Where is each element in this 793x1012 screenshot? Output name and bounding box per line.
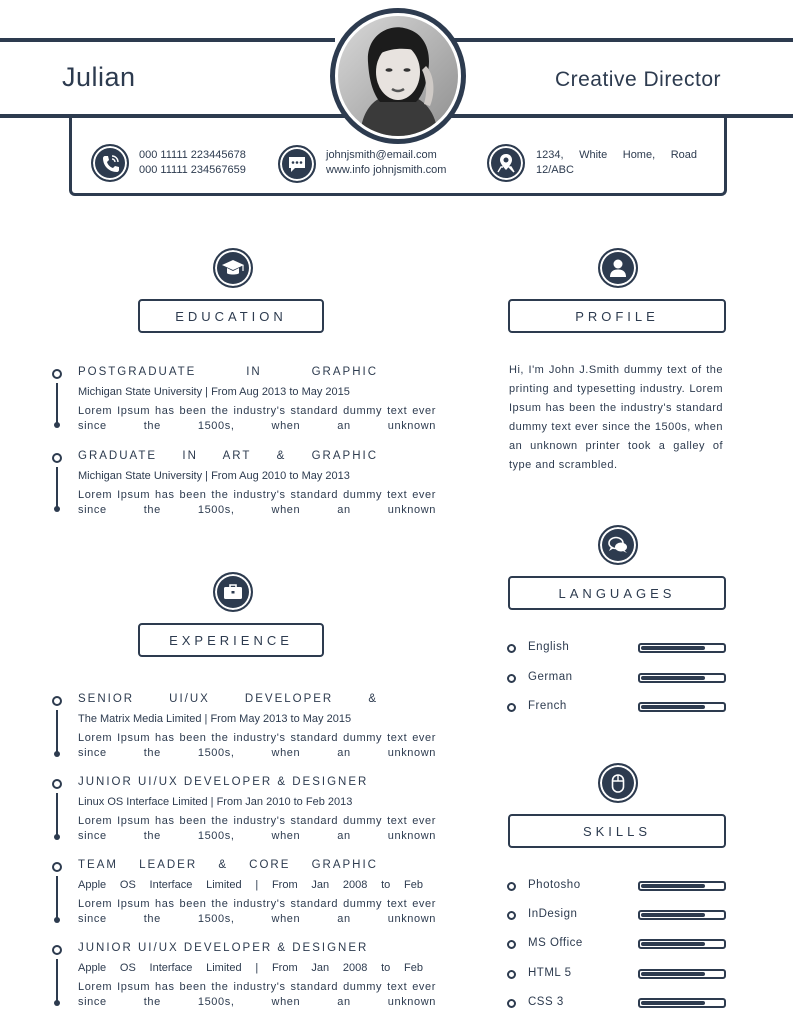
timeline-dot: [52, 779, 62, 789]
education-heading: EDUCATION: [138, 299, 324, 333]
timeline-line: [56, 710, 58, 752]
bullet-dot: [507, 703, 516, 712]
experience-description: Lorem Ipsum has been the industry's standard dummy text ever since the 1500s, when an unknown: [78, 815, 436, 842]
timeline-end: [54, 422, 60, 428]
bullet-dot: [507, 911, 516, 920]
education-detail: Michigan State University | From Aug 2013 to May 2015: [78, 386, 350, 398]
skill-name: Photosho: [528, 879, 581, 891]
phone-2: 000 11111 234567659: [139, 164, 246, 176]
timeline-dot: [52, 369, 62, 379]
experience-detail: Linux OS Interface Limited | From Jan 2010 to Feb 2013: [78, 796, 353, 808]
skills-heading: SKILLS: [508, 814, 726, 848]
bullet-dot: [507, 674, 516, 683]
skill-name: InDesign: [528, 908, 578, 920]
skill-bar: [638, 998, 726, 1008]
language-item: [505, 700, 727, 716]
experience-description: Lorem Ipsum has been the industry's standard dummy text ever since the 1500s, when an unknown: [78, 981, 436, 1008]
timeline-dot: [52, 453, 62, 463]
skill-name: MS Office: [528, 937, 583, 949]
mouse-icon: [598, 763, 638, 803]
education-degree: POSTGRADUATE IN GRAPHIC: [78, 366, 378, 378]
language-bar: [638, 643, 726, 653]
language-bar: [638, 673, 726, 683]
timeline-end: [54, 751, 60, 757]
education-degree: GRADUATE IN ART & GRAPHIC: [78, 450, 378, 462]
header-line-top-right: [452, 38, 793, 42]
language-item: [505, 641, 727, 657]
experience-heading: EXPERIENCE: [138, 623, 324, 657]
timeline-dot: [52, 862, 62, 872]
skill-bar: [638, 939, 726, 949]
phone-icon: [91, 144, 129, 182]
education-detail: Michigan State University | From Aug 2010 to May 2013: [78, 470, 350, 482]
job-title: Creative Director: [554, 68, 721, 91]
skill-bar: [638, 881, 726, 891]
skill-name: CSS 3: [528, 996, 564, 1008]
timeline-end: [54, 1000, 60, 1006]
skill-bar-fill: [641, 884, 705, 888]
experience-entry: [50, 776, 438, 842]
skill-item: [505, 908, 727, 924]
languages-heading: LANGUAGES: [508, 576, 726, 610]
timeline-end: [54, 917, 60, 923]
online-contact: [326, 148, 446, 178]
skill-item: [505, 937, 727, 953]
header-line-top-left: [0, 38, 335, 42]
phone-numbers: [139, 148, 246, 178]
language-item: [505, 671, 727, 687]
bullet-dot: [507, 882, 516, 891]
language-bar-fill: [641, 705, 705, 709]
experience-description: Lorem Ipsum has been the industry's standard dummy text ever since the 1500s, when an unknown: [78, 898, 436, 925]
education-entry: [50, 366, 438, 432]
phone-1: 000 11111 223445678: [139, 149, 246, 161]
skill-bar-fill: [641, 942, 705, 946]
resume-name: Julian: [62, 62, 136, 92]
language-name: French: [528, 700, 567, 712]
profile-heading: PROFILE: [508, 299, 726, 333]
address-text: 1234, White Home, Road 12/ABC: [536, 149, 697, 176]
skill-bar-fill: [641, 1001, 705, 1005]
experience-description: Lorem Ipsum has been the industry's standard dummy text ever since the 1500s, when an unknown: [78, 732, 436, 759]
chat-icon: [278, 145, 316, 183]
briefcase-icon: [213, 572, 253, 612]
education-description: Lorem Ipsum has been the industry's standard dummy text ever since the 1500s, when an unknown: [78, 405, 436, 432]
bullet-dot: [507, 940, 516, 949]
experience-detail: Apple OS Interface Limited | From Jan 2008 to Feb: [78, 879, 423, 891]
experience-entry: [50, 942, 438, 1008]
experience-detail: Apple OS Interface Limited | From Jan 2008 to Feb: [78, 962, 423, 974]
language-bar-fill: [641, 676, 705, 680]
timeline-line: [56, 793, 58, 835]
website-text: www.info johnjsmith.com: [326, 164, 447, 176]
education-entry: [50, 450, 438, 516]
timeline-line: [56, 876, 58, 918]
skill-bar-fill: [641, 972, 705, 976]
bullet-dot: [507, 970, 516, 979]
bullet-dot: [507, 644, 516, 653]
language-name: English: [528, 641, 570, 653]
bullet-dot: [507, 999, 516, 1008]
skill-bar-fill: [641, 913, 705, 917]
skill-bar: [638, 910, 726, 920]
experience-role: SENIOR UI/UX DEVELOPER &: [78, 693, 378, 705]
experience-entry: [50, 859, 438, 925]
timeline-end: [54, 834, 60, 840]
language-name: German: [528, 671, 573, 683]
experience-role: JUNIOR UI/UX DEVELOPER & DESIGNER: [78, 942, 369, 954]
timeline-end: [54, 506, 60, 512]
graduation-cap-icon: [213, 248, 253, 288]
skill-item: [505, 967, 727, 983]
experience-role: TEAM LEADER & CORE GRAPHIC: [78, 859, 378, 871]
timeline-line: [56, 383, 58, 423]
skill-item: [505, 996, 727, 1012]
experience-entry: [50, 693, 438, 759]
skill-bar: [638, 969, 726, 979]
location-icon: [487, 144, 525, 182]
skill-name: HTML 5: [528, 967, 572, 979]
timeline-dot: [52, 696, 62, 706]
profile-text: Hi, I'm John J.Smith dummy text of the printing and typesetting industry. Lorem Ipsum has been the industry's standard dummy text ever since the 1500s, when an unknown printer took a galley of type and scrambled.: [509, 364, 723, 471]
timeline-line: [56, 959, 58, 1001]
timeline-line: [56, 467, 58, 507]
experience-detail: The Matrix Media Limited | From May 2013 to May 2015: [78, 713, 352, 725]
email-text: johnjsmith@email.com: [326, 149, 437, 161]
language-bar: [638, 702, 726, 712]
speech-bubbles-icon: [598, 525, 638, 565]
education-description: Lorem Ipsum has been the industry's standard dummy text ever since the 1500s, when an unknown: [78, 489, 436, 516]
experience-role: JUNIOR UI/UX DEVELOPER & DESIGNER: [78, 776, 369, 788]
language-bar-fill: [641, 646, 705, 650]
skill-item: [505, 879, 727, 895]
user-icon: [598, 248, 638, 288]
timeline-dot: [52, 945, 62, 955]
